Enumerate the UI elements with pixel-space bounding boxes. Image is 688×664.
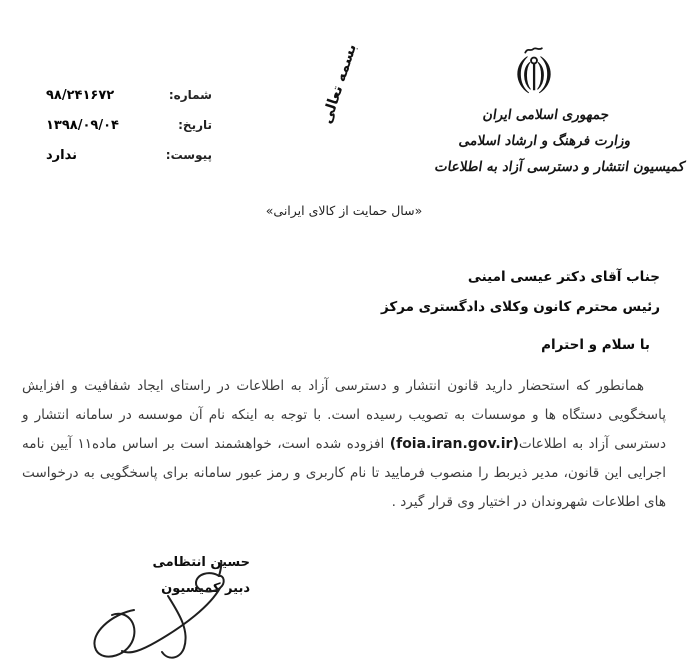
date-value: ۱۳۹۸/۰۹/۰۴ — [46, 118, 119, 133]
handwritten-signature — [72, 560, 272, 664]
bismillah-calligraphy — [296, 40, 366, 126]
meta-row-attachment — [28, 148, 212, 178]
bismillah-text: بسمه تعالی — [319, 42, 360, 126]
signer-title: دبیر کمیسیون — [161, 581, 250, 596]
attachment-label: پیوست: — [165, 148, 212, 162]
year-slogan: «سال حمایت از کالای ایرانی» — [265, 203, 423, 218]
letter-meta — [28, 88, 212, 178]
body-text-before-url: همانطور که استحضار دارید قانون انتشار و دسترسی آزاد به اطلاعات در راستای ایجاد شفافیت و افزایش پاسخگویی دستگاه ها و موسسات به تصویب رسیده است. با توجه به اینکه نام آن موسسه در سامانه انتشار و دسترسی آزاد به اطلاعات — [22, 378, 667, 452]
recipient-block — [28, 262, 660, 322]
meta-row-number — [28, 88, 212, 118]
date-label: تاریخ: — [178, 118, 212, 132]
letterhead-ministry: وزارت فرهنگ و ارشاد اسلامی — [457, 133, 631, 149]
letter-body — [22, 372, 666, 517]
letterhead-country: جمهوری اسلامی ایران — [481, 107, 609, 123]
letterhead — [433, 44, 685, 180]
salutation: با سلام و احترام — [541, 337, 650, 353]
letterhead-commission: کمیسیون انتشار و دسترسی آزاد به اطلاعات — [433, 159, 685, 175]
number-value: ۹۸/۲۴۱۶۷۲ — [46, 88, 115, 103]
foia-portal-url: (foia.iran.gov.ir) — [389, 436, 519, 452]
iran-allah-emblem — [444, 44, 684, 102]
meta-row-date — [28, 118, 212, 148]
signer-name: حسین انتظامی — [152, 555, 250, 570]
attachment-value: ندارد — [46, 148, 78, 163]
body-text-after-url: افزوده شده است، خواهشمند است بر اساس ماده۱۱ آیین نامه اجرایی این قانون، مدیر ذیربط را منصوب فرمایید تا نام کاربری و رمز عبور سامانه برای پاسخگویی به درخواست های اطلاعات شهروندان در اختیار وی قرار گیرد . — [22, 436, 666, 510]
recipient-title: رئیس محترم کانون وکلای دادگستری مرکز — [380, 299, 660, 315]
number-label: شماره: — [168, 88, 212, 102]
recipient-name: جناب آقای دکتر عیسی امینی — [467, 269, 660, 285]
